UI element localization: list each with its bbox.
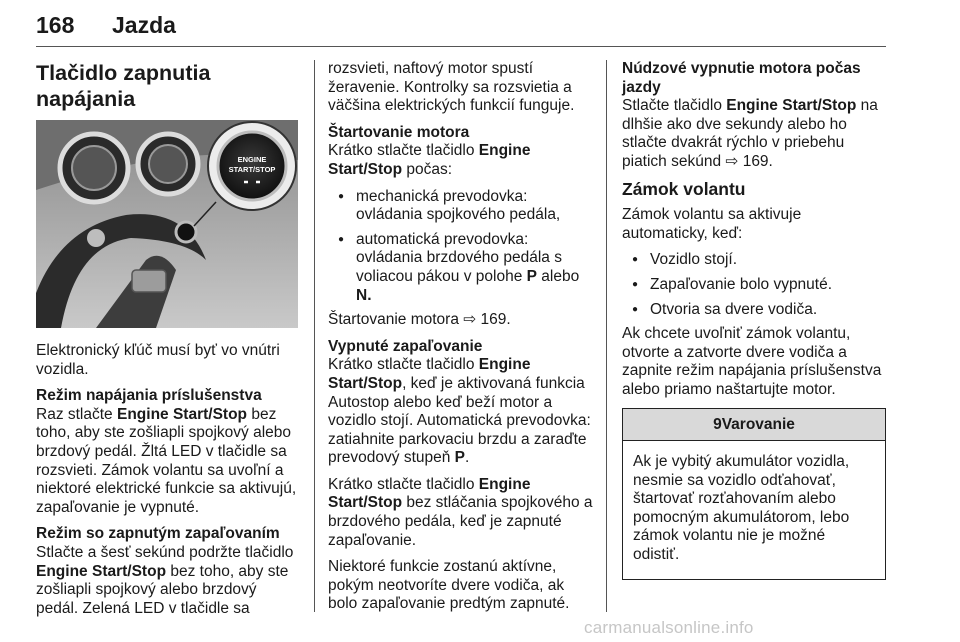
ignition-off-section [328, 338, 594, 468]
column-2 [328, 60, 594, 622]
intro-text: Elektronický kľúč musí byť vo vnútri vozidla. [36, 342, 280, 378]
emergency-button-name: Engine Start/Stop [726, 97, 857, 115]
column-divider-2 [606, 60, 607, 612]
accessory-mode-heading: Režim napájania príslušenstva [36, 387, 262, 405]
short-press-button-name: Engine Start/Stop [328, 475, 531, 512]
list-item [328, 231, 594, 305]
accessory-mode-section [36, 387, 302, 517]
ignition-on-heading: Režim so zapnutým zapaľovaním [36, 525, 280, 543]
list-item: ● mechanická prevodovka: ovládania spojkového pedála, [328, 188, 594, 225]
short-press-text-1: Krátko stlačte tlačidlo [328, 475, 479, 493]
warning-box [622, 408, 886, 580]
emergency-text-2: na dlhšie ako dve sekundy alebo ho stlačte dvakrát rýchlo v priebehu piatich sekúnd ⇨ 169. [622, 97, 878, 170]
emergency-stop-heading: Núdzové vypnutie motora počas jazdy [622, 60, 861, 96]
button-label-engine: ENGINE [237, 155, 267, 164]
start-engine-reference[interactable]: Štartovanie motora ⇨ 169. [328, 311, 511, 329]
emergency-text-1: Stlačte tlačidlo [622, 97, 727, 115]
list-item: ● Vozidlo stojí. [622, 251, 886, 270]
start-engine-text-1: Krátko stlačte tlačidlo [328, 142, 479, 160]
column-divider-1 [314, 60, 315, 612]
section-title: Tlačidlo zapnutia napájania [36, 61, 211, 111]
warning-title: Varovanie [721, 415, 795, 433]
short-press-text-2: bez stláčania spojkového a brzdového pedála, keď je zapnuté zapaľovanie. [328, 494, 593, 549]
steering-lock-conditions [622, 251, 886, 319]
accessory-button-name: Engine Start/Stop [116, 405, 248, 423]
warning-header [623, 409, 885, 442]
ignition-off-heading: Vypnuté zapaľovanie [328, 337, 483, 355]
start-engine-button-name: Engine Start/Stop [328, 142, 531, 178]
accessory-text-2: bez toho, aby ste zošliapli spojkový alebo brzdový pedál. Žltá LED v tlačidle sa rozsvieti. Zámok volantu sa uvoľní a niektoré elektrické funkcie sa aktivujú, zapaľovanie je vypnuté. [36, 405, 297, 516]
chapter-title: Jazda [112, 12, 176, 38]
unlock-paragraph: Ak chcete uvoľniť zámok volantu, otvorte a zatvorte dvere vodiča a zapnite režim napájania príslušenstva alebo priamo naštartujte motor. [622, 325, 882, 398]
bullet2-end: . [367, 286, 372, 304]
ignition-off-text-2: , keď je aktivovaná funkcia Autostop alebo keď beží motor a vozidlo stojí. Automatická prevodovka: zatiahnite parkovaciu brzdu a zaraďte prevodový stupeň [328, 374, 591, 467]
dashboard-illustration [36, 120, 298, 328]
continued-text: rozsvieti, naftový motor spustí žeravenie. Kontrolky sa rozsvietia a väčšina elektrických funkcií funguje. [328, 60, 575, 115]
page-number: 168 [36, 12, 75, 38]
gear-p: P [526, 267, 537, 285]
short-press-paragraph [328, 476, 594, 550]
accessory-text-1: Raz stlačte [36, 405, 117, 423]
emergency-stop-section [622, 60, 886, 172]
ignition-off-button-name: Engine Start/Stop [328, 356, 531, 392]
list-item: ● Otvoria sa dvere vodiča. [622, 301, 886, 320]
start-engine-text-2: počas: [402, 160, 453, 178]
gear-p: P [454, 449, 466, 467]
bullet2-text: automatická prevodovka: ovládania brzdového pedála s voliacou pákou v polohe [356, 230, 562, 285]
list-item: ● Zapaľovanie bolo vypnuté. [622, 276, 886, 295]
ignition-on-button-name: Engine Start/Stop [36, 562, 167, 580]
column-1 [36, 60, 302, 626]
warning-icon: 9 [713, 415, 722, 433]
steering-lock-intro: Zámok volantu sa aktivuje automaticky, keď: [622, 206, 802, 242]
ignition-off-text-1: Krátko stlačte tlačidlo [328, 356, 479, 374]
start-engine-heading: Štartovanie motora [328, 123, 470, 141]
ignition-on-text-2: bez toho, aby ste zošliapli spojkový alebo brzdový pedál. Zelená LED v tlačidle sa [36, 562, 289, 617]
functions-active-paragraph: Niektoré funkcie zostanú aktívne, pokým neotvoríte dvere vodiča, ak bolo zapaľovanie predtým zapnuté. [328, 558, 570, 613]
ignition-on-section [36, 525, 302, 618]
header-rule [36, 46, 886, 47]
bullet2-mid: alebo [536, 267, 580, 285]
gear-n: N [356, 286, 368, 304]
warning-text: Ak je vybitý akumulátor vozidla, nesmie sa vozidlo odťahovať, štartovať rozťahovaním alebo pomocným akumulátorom, lebo zámok volantu nie je možné odistiť. [633, 453, 850, 564]
start-engine-section [328, 124, 594, 180]
ignition-on-text-1: Stlačte a šesť sekúnd podržte tlačidlo [36, 543, 294, 561]
start-conditions-list [328, 188, 594, 306]
ignition-off-end: . [465, 449, 470, 467]
button-label-startstop: START/STOP [228, 165, 276, 174]
page-header [36, 12, 886, 46]
steering-lock-heading: Zámok volantu [622, 178, 746, 199]
watermark: carmanualsonline.info [584, 618, 754, 637]
column-3 [622, 60, 886, 580]
